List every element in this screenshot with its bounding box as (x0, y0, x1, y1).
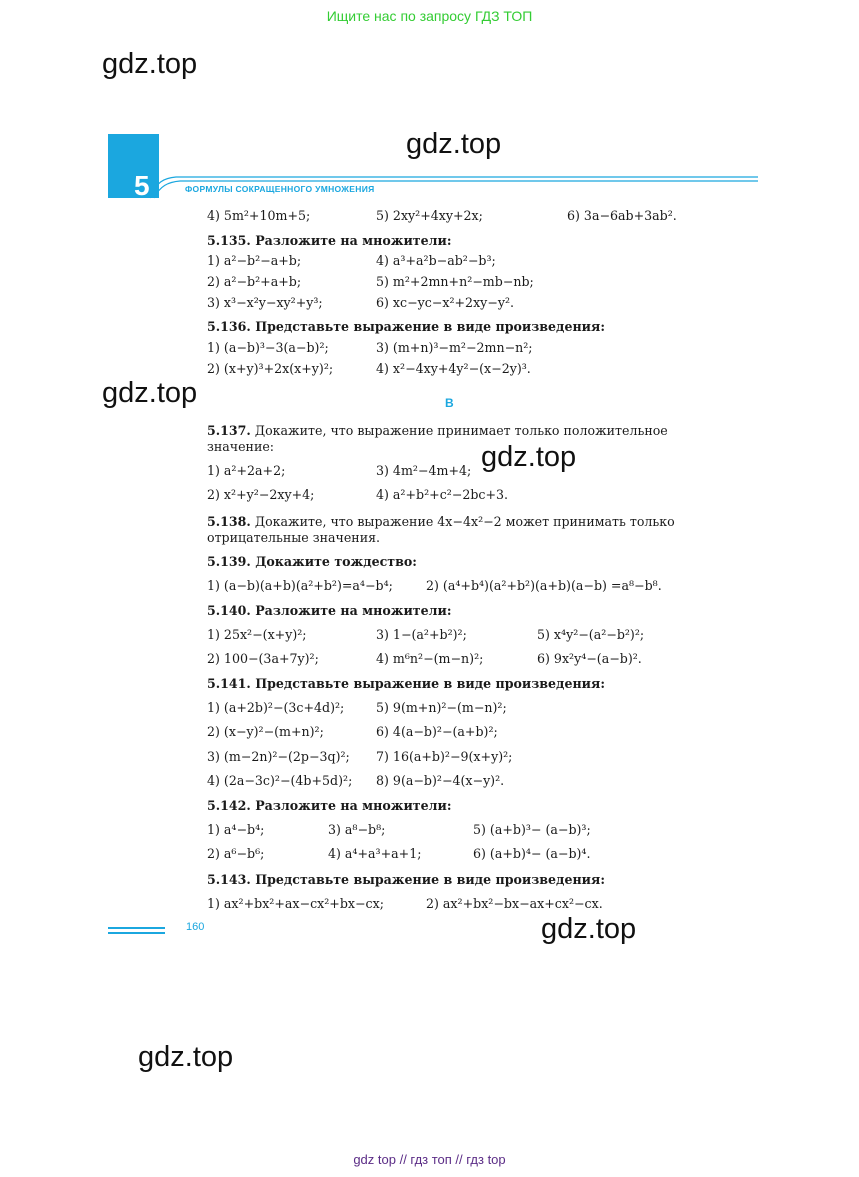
chapter-header-lines (140, 160, 765, 200)
problem-title: 5.141. Представьте выражение в виде произведения: (207, 676, 605, 691)
problem-title: 5.139. Докажите тождество: (207, 554, 417, 569)
problem-item: 8) 9(a−b)²−4(x−y)². (376, 773, 505, 788)
problem-title: 5.135. Разложите на множители: (207, 233, 452, 248)
page-number-rule (108, 932, 165, 934)
problem-item: 5) m²+2mn+n²−mb−nb; (376, 274, 534, 289)
watermark: gdz.top (481, 441, 577, 473)
problem-item: 3) x³−x²y−xy²+y³; (207, 295, 323, 310)
problem-item: 3) (m+n)³−m²−2mn−n²; (376, 340, 533, 355)
problem-item: 3) (m−2n)²−(2p−3q)²; (207, 749, 350, 764)
watermark: gdz.top (102, 377, 198, 409)
top-banner-link[interactable]: Ищите нас по запросу ГДЗ ТОП (326, 8, 533, 24)
problem-item: 1) (a−b)(a+b)(a²+b²)=a⁴−b⁴; (207, 578, 393, 593)
problem-title: 5.136. Представьте выражение в виде произведения: (207, 319, 605, 334)
difficulty-section-letter: B (445, 396, 454, 410)
problem-number: 5.137. (207, 423, 251, 438)
problem-item: 4) a²+b²+c²−2bc+3. (376, 487, 509, 502)
problem-item: 4) a³+a²b−ab²−b³; (376, 253, 496, 268)
problem-item: 3) 1−(a²+b²)²; (376, 627, 467, 642)
problem-item: 2) (a⁴+b⁴)(a²+b²)(a+b)(a−b) =a⁸−b⁸. (426, 578, 662, 593)
problem-item: 6) 4(a−b)²−(a+b)²; (376, 724, 498, 739)
problem-item: 1) (a+2b)²−(3c+4d)²; (207, 700, 345, 715)
watermark: gdz.top (541, 913, 637, 945)
watermark: gdz.top (102, 48, 198, 80)
chapter-number: 5 (134, 170, 150, 201)
problem-item: 2) ax²+bx²−bx−ax+cx²−cx. (426, 896, 603, 911)
problem-item: 2) 100−(3a+7y)²; (207, 651, 319, 666)
watermark: gdz.top (138, 1041, 234, 1073)
problem-item: 1) a²+2a+2; (207, 463, 286, 478)
problem-item: 6) 3a−6ab+3ab². (567, 208, 677, 223)
problem-item: 4) m⁶n²−(m−n)²; (376, 651, 484, 666)
problem-item: 1) 25x²−(x+y)²; (207, 627, 307, 642)
problem-item: 1) (a−b)³−3(a−b)²; (207, 340, 329, 355)
problem-text: Докажите, что выражение 4x−4x²−2 может принимать только отрицательные значения. (207, 514, 675, 545)
problem-item: 5) 9(m+n)²−(m−n)²; (376, 700, 507, 715)
chapter-title: ФОРМУЛЫ СОКРАЩЕННОГО УМНОЖЕНИЯ (185, 184, 375, 194)
problem-statement (207, 514, 727, 546)
problem-item: 1) a⁴−b⁴; (207, 822, 265, 837)
problem-item: 5) 2xy²+4xy+2x; (376, 208, 483, 223)
problem-item: 3) 4m²−4m+4; (376, 463, 472, 478)
problem-item: 5) x⁴y²−(a²−b²)²; (537, 627, 645, 642)
problem-statement (207, 423, 727, 455)
problem-number: 5.138. (207, 514, 251, 529)
problem-item: 2) a⁶−b⁶; (207, 846, 265, 861)
problem-item: 4) 5m²+10m+5; (207, 208, 311, 223)
problem-item: 6) xc−yc−x²+2xy−y². (376, 295, 515, 310)
page-number: 160 (186, 921, 205, 933)
problem-item: 2) x²+y²−2xy+4; (207, 487, 315, 502)
problem-title: 5.143. Представьте выражение в виде произведения: (207, 872, 605, 887)
problem-item: 7) 16(a+b)²−9(x+y)²; (376, 749, 513, 764)
problem-item: 2) (x+y)³+2x(x+y)²; (207, 361, 334, 376)
problem-item: 3) a⁸−b⁸; (328, 822, 386, 837)
problem-item: 4) x²−4xy+4y²−(x−2y)³. (376, 361, 531, 376)
problem-item: 6) (a+b)⁴− (a−b)⁴. (473, 846, 591, 861)
problem-item: 5) (a+b)³− (a−b)³; (473, 822, 591, 837)
problem-title: 5.140. Разложите на множители: (207, 603, 452, 618)
page-number-rule (108, 927, 165, 929)
watermark: gdz.top (406, 128, 502, 160)
problem-item: 6) 9x²y⁴−(a−b)². (537, 651, 642, 666)
problem-item: 2) a²−b²+a+b; (207, 274, 302, 289)
problem-item: 4) a⁴+a³+a+1; (328, 846, 422, 861)
problem-item: 2) (x−y)²−(m+n)²; (207, 724, 324, 739)
problem-text: Докажите, что выражение принимает только положительное значение: (207, 423, 668, 454)
problem-title: 5.142. Разложите на множители: (207, 798, 452, 813)
problem-item: 1) ax²+bx²+ax−cx²+bx−cx; (207, 896, 384, 911)
problem-item: 1) a²−b²−a+b; (207, 253, 302, 268)
footer-links[interactable]: gdz top // гдз топ // гдз top (353, 1152, 506, 1167)
problem-item: 4) (2a−3c)²−(4b+5d)²; (207, 773, 353, 788)
